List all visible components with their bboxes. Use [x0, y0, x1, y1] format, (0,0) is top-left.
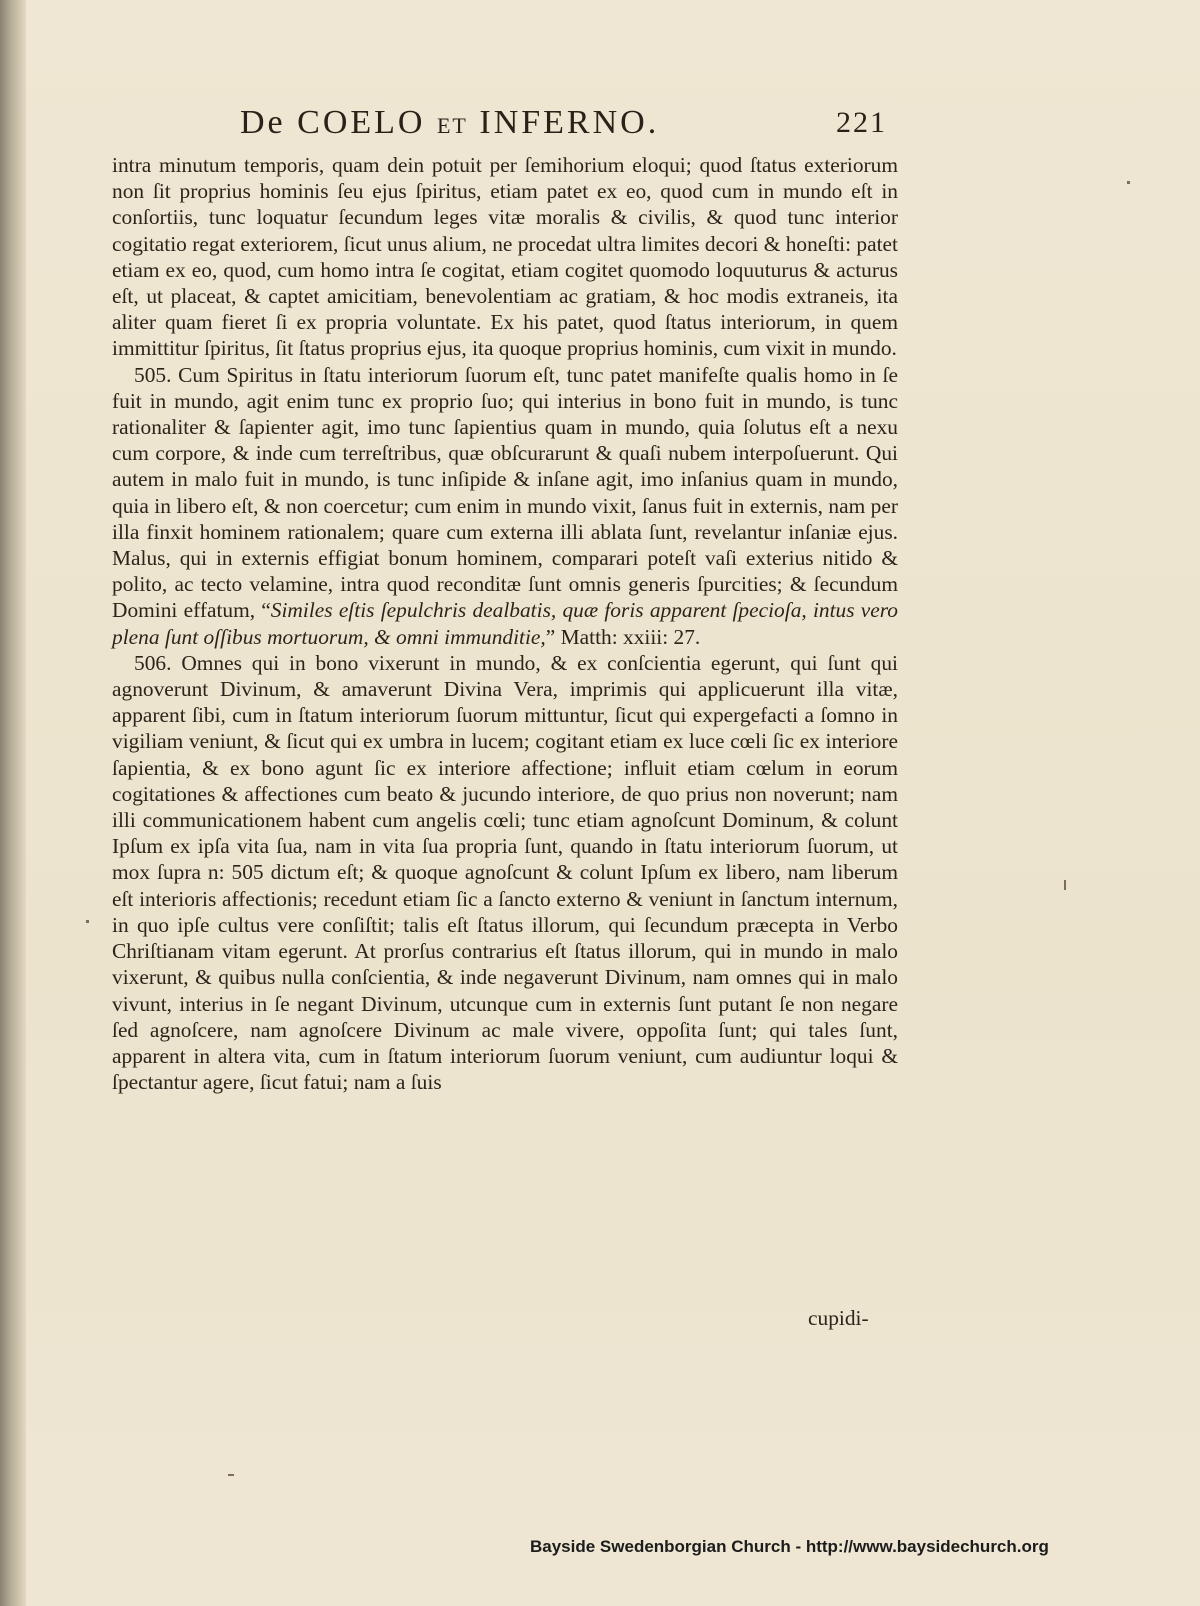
- paper-speck: [1127, 181, 1130, 184]
- running-header: [0, 104, 1200, 144]
- running-title: [240, 104, 659, 142]
- scripture-reference: ” Matth: xxiii: 27.: [545, 624, 701, 649]
- body-text: [112, 152, 898, 1095]
- paragraph-continuation: intra minutum temporis, quam dein potuit per ſemihorium eloqui; quod ſtatus exteriorum non ſit proprius hominis ſeu ejus ſpiritus, etiam patet ex eo, quod cum in mundo eſt in conſortiis, tunc loquatur ſecundum leges vitæ moralis & civilis, & quod tunc interior cogitatio regat exteriorem, ſicut unus alium, ne procedat ultra limites decori & honeſti: patet etiam ex eo, quod, cum homo intra ſe cogitat, etiam cogitet quomodo loquuturus & acturus eſt, ut placeat, & captet amicitiam, benevolentiam ac gratiam, & hoc modis extraneis, ita aliter quam fieret ſi ex propria voluntate. Ex his patet, quod ſtatus interiorum, in quem immittitur ſpiritus, ſit ſtatus proprius ejus, ita quoque proprius hominis, cum vixit in mundo.: [112, 153, 898, 361]
- scripture-quote: Similes eſtis ſepulchris dealbatis, quæ foris apparent ſpecioſa, intus vero plena ſunt oſſibus mortuorum, & omni immunditie,: [112, 598, 899, 649]
- title-word-inferno: INFERNO.: [479, 104, 660, 141]
- page-gutter-shadow: [0, 0, 26, 1606]
- paper-speck: [228, 1474, 234, 1476]
- paper-speck: [86, 920, 89, 923]
- paragraph-506: 506. Omnes qui in bono vixerunt in mundo, & ex conſcientia egerunt, qui ſunt qui agnoverunt Divinum, & amaverunt Divina Vera, imprimis qui applicuerunt illa vitæ, apparent ſibi, cum in ſtatum interiorum ſuorum mittuntur, ſicut qui expergefacti a ſomno in vigiliam veniunt, & ſicut qui ex umbra in lucem; cogitant etiam ex luce cœli ſic ex interiore ſapientia, & ex bono agunt ſic ex interiore affectione; influit etiam cœlum in eorum cogitationes & affectiones cum beato & jucundo interiore, de quo prius non noverunt; nam illi communicationem habent cum angelis cœli; tunc etiam agnoſcunt Dominum, & colunt Ipſum ex ipſa vita ſua, nam in vita ſua propria ſunt, quando in ſtatu interiorum ſuorum, ut mox ſupra n: 505 dictum eſt; & quoque agnoſcunt & colunt Ipſum ex libero, nam liberum eſt interioris affectionis; recedunt etiam ſic a ſancto externo & veniunt in ſanctum internum, in quo ipſe cultus vere conſiſtit; talis eſt ſtatus illorum, qui ſecundum præcepta in Verbo Chriſtianam vitam egerunt. At prorſus contrarius eſt ſtatus illorum, qui in mundo in malo vixerunt, & quibus nulla conſcientia, & inde negaverunt Divinum, nam omnes qui in malo vivunt, interius in ſe negant Divinum, utcunque cum in externis ſunt putant ſe non negare ſed agnoſcere, nam agnoſcere Divinum ac male vivere, oppoſita ſunt; qui tales ſunt, apparent in altera vita, cum in ſtatum interiorum ſuorum veniunt, cum audiuntur loqui & ſpectantur agere, ſicut fatui; nam a ſuis: [112, 650, 898, 1095]
- catchword: cupidi-: [808, 1306, 869, 1330]
- paragraph-505: [112, 362, 898, 650]
- paragraph-505-text: 505. Cum Spiritus in ſtatu interiorum ſuorum eſt, tunc patet manifeſte qualis homo in ſe fuit in mundo, agit enim tunc ex proprio ſuo; qui interius in bono fuit in mundo, is tunc rationaliter & ſapienter agit, imo tunc ſapientius quam in mundo, quia ſolutus eſt a nexu cum corpore, & inde cum terreſtribus, quæ obſcurarunt & quaſi nubem interpoſuerunt. Qui autem in malo fuit in mundo, is tunc inſipide & inſane agit, imo inſanius quam in mundo, quia in libero eſt, & non coercetur; cum enim in mundo vixit, ſanus fuit in externis, nam per illa finxit hominem rationalem; quare cum externa illi ablata ſunt, revelantur inſaniæ ejus. Malus, qui in externis effigiat bonum hominem, comparari poteſt vaſi exterius nitido & polito, ac tecto velamine, intra quod reconditæ ſunt omnis generis ſpurcities; & ſecundum Domini effatum, “: [112, 362, 898, 623]
- title-word-et: ET: [436, 113, 468, 138]
- page-number: 221: [836, 106, 887, 139]
- title-word-de: De: [240, 104, 286, 141]
- paper-speck: [1064, 880, 1066, 890]
- source-credit: Bayside Swedenborgian Church - http://www.baysidechurch.org: [530, 1537, 1049, 1556]
- title-word-coelo: COELO: [297, 104, 426, 141]
